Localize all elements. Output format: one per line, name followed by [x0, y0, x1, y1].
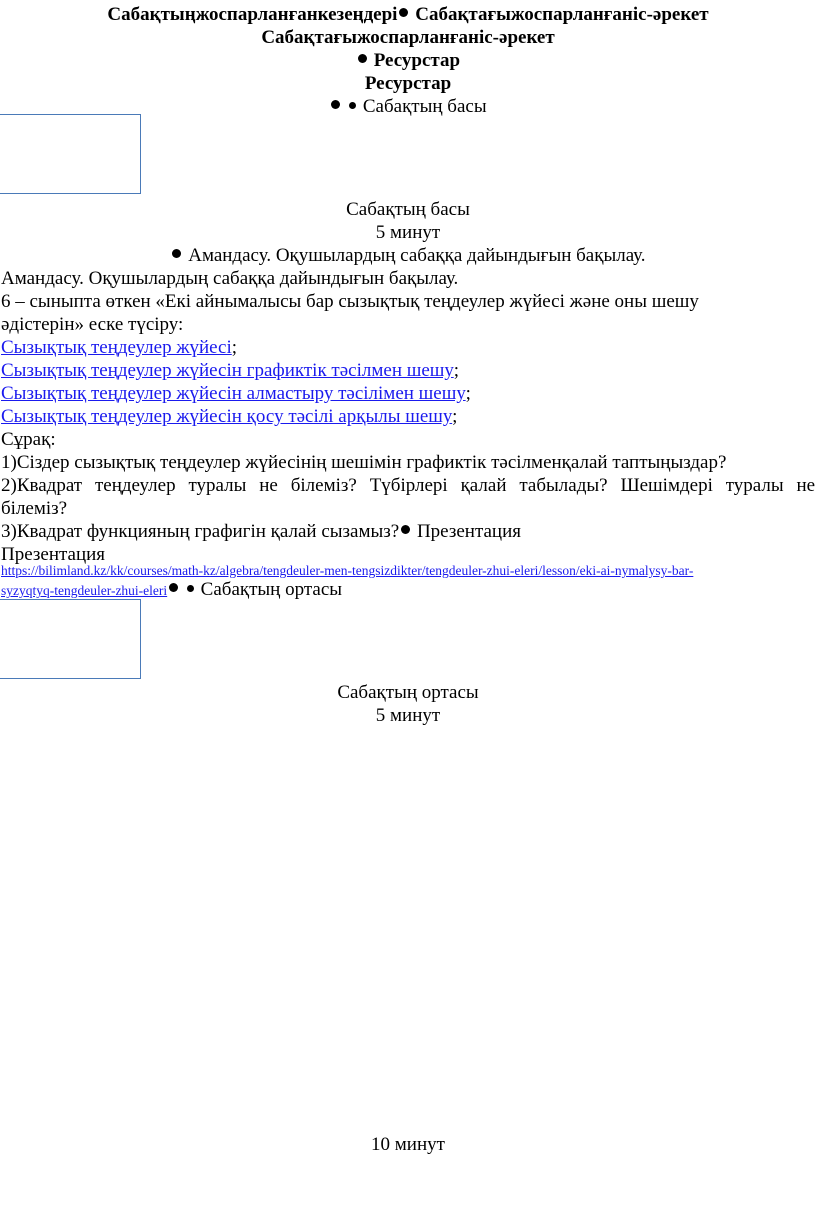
- start-duration: 5 минут: [375, 222, 441, 243]
- presentation-label: Презентация: [1, 544, 106, 565]
- bullet-icon: [358, 54, 367, 63]
- link-row: Сызықтық теңдеулер жүйесін графиктік тәсілмен шешу;: [1, 360, 459, 381]
- question-1: 1)Сіздер сызықтық теңдеулер жүйесінің шешімін графиктік тәсілменқалай таптыңыздар?: [1, 452, 727, 473]
- link-substitution-method[interactable]: Сызықтық теңдеулер жүйесін алмастыру тәсілімен шешу: [1, 383, 466, 404]
- recall-line-2: әдістерін» еске түсіру:: [1, 314, 184, 335]
- placeholder-box: [0, 114, 141, 194]
- link-row: Сызықтық теңдеулер жүйесін қосу тәсілі арқылы шешу;: [1, 406, 458, 427]
- question-2-line-1: 2)Квадрат теңдеулер туралы не білеміз? Түбірлері қалай табылады? Шешімдері туралы не: [1, 475, 816, 496]
- header-activity: Сабақтағыжоспарланғаніс-әрекет: [415, 4, 709, 25]
- header-line-3: [0, 49, 816, 72]
- bullet-icon: [172, 249, 181, 258]
- presentation-inline: Презентация: [416, 521, 521, 542]
- link-graphical-method[interactable]: Сызықтық теңдеулер жүйесін графиктік тәсілмен шешу: [1, 360, 454, 381]
- header-line-4: Ресурстар: [364, 73, 452, 94]
- middle-inline: Сабақтың ортасы: [200, 579, 343, 600]
- recall-line-1: 6 – сыныпта өткен «Екі айнымалысы бар сызықтық теңдеулер жүйесі және оны шешу: [1, 291, 699, 312]
- bullet-icon: [169, 583, 178, 592]
- link-addition-method[interactable]: Сызықтық теңдеулер жүйесін қосу тәсілі арқылы шешу: [1, 406, 453, 427]
- footer-duration: 10 минут: [371, 1134, 445, 1155]
- bilimland-link-continued[interactable]: syzyqtyq-tengdeuler-zhui-eleri: [1, 583, 168, 598]
- middle-duration: 5 минут: [375, 705, 441, 726]
- bullet-icon: [349, 102, 356, 109]
- placeholder-box: [0, 599, 141, 679]
- header-line-1: [0, 3, 816, 26]
- greeting-text: Амандасу. Оқушылардың сабаққа дайындығын бақылау.: [1, 268, 459, 289]
- header-stages: Сабақтыңжоспарланғанкезеңдері: [107, 4, 398, 25]
- greeting-bullet-line: [0, 244, 816, 267]
- link-row: Сызықтық теңдеулер жүйесі;: [1, 337, 238, 358]
- bullet-icon: [399, 8, 408, 17]
- greeting-bullet-text: Амандасу. Оқушылардың сабаққа дайындығын бақылау.: [188, 245, 646, 266]
- header-start: Сабақтың басы: [362, 96, 487, 117]
- header-resources: Ресурстар: [373, 50, 461, 71]
- link-row: Сызықтық теңдеулер жүйесін алмастыру тәсілімен шешу;: [1, 383, 471, 404]
- link-linear-systems[interactable]: Сызықтық теңдеулер жүйесі: [1, 337, 232, 358]
- bullet-icon: [187, 585, 194, 592]
- start-title: Сабақтың басы: [346, 199, 470, 220]
- question-2-line-2: білеміз?: [1, 498, 68, 519]
- bilimland-link[interactable]: https://bilimland.kz/kk/courses/math-kz/algebra/tengdeuler-men-tengsizdikter/tengdeuler-zhui-eleri/lesson/eki-ai-nymalysy-bar-: [1, 563, 694, 578]
- middle-title: Сабақтың ортасы: [337, 682, 479, 703]
- bullet-icon: [331, 100, 340, 109]
- bullet-icon: [401, 525, 410, 534]
- question-3-line: [1, 520, 816, 543]
- header-line-2: Сабақтағыжоспарланғаніс-әрекет: [261, 27, 555, 48]
- question-label: Сұрақ:: [1, 429, 56, 450]
- question-3: 3)Квадрат функцияның графигін қалай сызамыз?: [1, 521, 400, 542]
